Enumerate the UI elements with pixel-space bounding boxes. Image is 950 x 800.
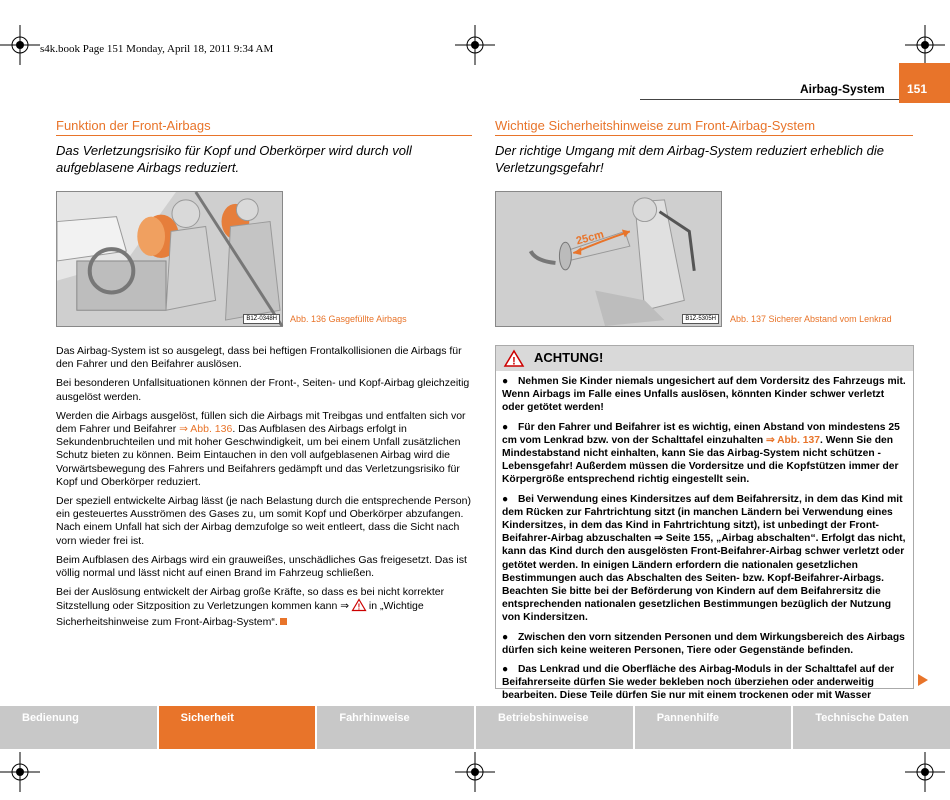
file-header: s4k.book Page 151 Monday, April 18, 2011 9:34 AM bbox=[40, 43, 274, 55]
right-intro: Der richtige Umgang mit dem Airbag-System reduziert erheblich die Verletzungsgefahr! bbox=[495, 143, 884, 175]
page-number: 151 bbox=[907, 82, 928, 96]
warning-triangle-icon[interactable] bbox=[352, 599, 366, 615]
figure-steering-distance bbox=[495, 191, 722, 327]
figure-caption: Abb. 136 Gasgefüllte Airbags bbox=[290, 314, 407, 324]
registration-mark-top-center bbox=[455, 25, 495, 65]
nav-tab-pannenhilfe[interactable]: Pannenhilfe bbox=[635, 706, 792, 749]
figure-airbags bbox=[56, 191, 283, 327]
svg-text:!: ! bbox=[357, 602, 361, 612]
paragraph: Beim Aufblasen des Airbags wird ein grauweißes, unschädliches Gas freigesetzt. Das ist völlig normal und lässt nicht auf einen Brand im Fahrzeug schließen. bbox=[56, 553, 467, 580]
warning-body bbox=[496, 371, 913, 703]
figure-reference-link[interactable]: ⇒ Abb. 136 bbox=[179, 423, 233, 436]
running-head: Airbag-System bbox=[800, 82, 885, 96]
chapter-nav-bar bbox=[0, 706, 950, 749]
svg-text:!: ! bbox=[512, 355, 516, 368]
warning-item: ● Zwischen den vorn sitzenden Personen und dem Wirkungsbereich des Airbags dürfen sich keine weiteren Personen, Tiere oder Gegenstände befinden. bbox=[502, 631, 905, 656]
warning-item: ● Nehmen Sie Kinder niemals ungesichert auf dem Vordersitz des Fahrzeugs mit. Wenn Airbags im Falle eines Unfalls auslösen, könnten Kinder schwer verletzt oder getötet werden! bbox=[502, 376, 906, 414]
warning-triangle-icon bbox=[504, 350, 524, 372]
header-rule bbox=[640, 99, 900, 100]
registration-mark-bottom-left bbox=[0, 752, 40, 792]
registration-mark-bottom-center bbox=[455, 752, 495, 792]
left-section-rule bbox=[56, 135, 472, 136]
nav-tab-fahrhinweise[interactable]: Fahrhinweise bbox=[317, 706, 474, 749]
nav-tab-betriebshinweise[interactable]: Betriebshinweise bbox=[476, 706, 633, 749]
figure-code: B1Z-0348H bbox=[243, 314, 280, 324]
nav-tab-bedienung[interactable]: Bedienung bbox=[0, 706, 157, 749]
distance-label: 25cm bbox=[574, 228, 606, 248]
left-section-title: Funktion der Front-Airbags bbox=[56, 118, 211, 133]
warning-item: ● Das Lenkrad und die Oberfläche des Airbag-Moduls in der Schalttafel auf der Beifahrerseite dürfen Sie weder bekleben noch überziehen oder anderweitig bearbeiten. Diese Teile dürfen Sie nur mit einem trockenen oder mit Wasser bbox=[502, 664, 895, 702]
paragraph: Bei der Auslösung entwickelt der Airbag große Kräfte, so dass es bei nicht korrekter Sitzstellung oder Sitzposition zu Verletzungen kommen kann ⇒ ! in „Wichtige Sicherheitshinweise zum Front-Airbag-System“. bbox=[56, 586, 445, 628]
registration-mark-bottom-right bbox=[905, 752, 945, 792]
warning-item: ● Bei Verwendung eines Kindersitzes auf dem Beifahrersitz, in dem das Kind mit dem Rücken zur Fahrtrichtung sitzt (in manchen Ländern bei Verwendung eines Kindersitzes, in dem das Kind in Fahrtrichtung sitzt), ist unbedingt der Front-Beifahrer-Airbag abzuschalten ⇒ Seite 155, „Airbag abschalten“. Erfolgt das nicht, kann das Kind durch den ausgelösten Front-Beifahrer-Airbag schwer verletzt oder getötet werden. In einigen Ländern erfordern die nationalen gesetzlichen Bestimmungen auch das Abschalten des Seiten- bzw. Kopf-Beifahrer-Airbags. Beachten Sie bitte bei der Beförderung von Kindern auf dem Beifahrersitz die entsprechenden nationalen gesetzlichen Bestimmungen bezüglich der Nutzung von Kindersitzen. bbox=[502, 493, 906, 624]
figure-reference-link[interactable]: ⇒ Abb. 137 bbox=[765, 434, 820, 446]
figure-code: B1Z-5305H bbox=[682, 314, 719, 324]
nav-tab-sicherheit[interactable]: Sicherheit bbox=[159, 706, 316, 749]
right-section-title: Wichtige Sicherheitshinweise zum Front-Airbag-System bbox=[495, 118, 816, 133]
registration-mark-top-right bbox=[905, 25, 945, 65]
left-intro: Das Verletzungsrisiko für Kopf und Oberkörper wird durch voll aufgeblasene Airbags reduziert. bbox=[56, 143, 412, 175]
warning-title: ACHTUNG! bbox=[534, 350, 604, 365]
left-body-text bbox=[56, 345, 476, 635]
paragraph: Der speziell entwickelte Airbag lässt (je nach Belastung durch die entsprechende Person) ein gesteuertes Ausströmen des Gases zu, um somit Kopf und Oberkörper abzufangen. Nach einem Unfall hat sich der Airbag demzufolge so weit entleert, dass die Sicht nach vorn wieder frei ist. bbox=[56, 495, 471, 547]
warning-box bbox=[495, 345, 914, 702]
paragraph: Werden die Airbags ausgelöst, füllen sich die Airbags mit Treibgas und entfalten sich vor dem Fahrer und Beifahrer ⇒ Abb. 136. Das Aufblasen des Airbags erfolgt in Sekundenbruchteilen und mit hoher Geschwindigkeit, um bei einem Unfall zusätzlichen Schutz bieten zu können. Beim Eintauchen in den voll aufgeblasenen Airbag wird die Vorwärtsbewegung des Fahrers und Beifahrers gedämpft und das Verletzungsrisiko für Kopf und Oberkörper reduziert. bbox=[56, 409, 466, 488]
warning-header bbox=[496, 346, 913, 371]
section-end-marker bbox=[280, 618, 287, 625]
registration-mark-top-left bbox=[0, 25, 40, 65]
right-section-rule bbox=[495, 135, 913, 136]
paragraph: Bei besonderen Unfallsituationen können der Front-, Seiten- und Kopf-Airbag gleichzeitig ausgelöst werden. bbox=[56, 377, 470, 403]
continue-arrow-icon[interactable] bbox=[918, 673, 928, 691]
nav-tab-technische-daten[interactable]: Technische Daten bbox=[793, 706, 950, 749]
figure-caption: Abb. 137 Sicherer Abstand vom Lenkrad bbox=[730, 314, 892, 324]
warning-item: ● Für den Fahrer und Beifahrer ist es wichtig, einen Abstand von mindestens 25 cm vom Lenkrad bzw. von der Schalttafel einzuhalten ⇒ Abb. 137. Wenn Sie den Mindestabstand nicht einhalten, kann Sie das Airbag-System nicht schützen - Lebensgefahr! Außerdem müssen die Vordersitze und die Kopfstützen immer der Körpergröße entsprechend richtig eingestellt sein. bbox=[502, 421, 900, 486]
paragraph: Das Airbag-System ist so ausgelegt, dass bei heftigen Frontalkollisionen die Airbags für den Fahrer und den Beifahrer auslösen. bbox=[56, 345, 462, 371]
